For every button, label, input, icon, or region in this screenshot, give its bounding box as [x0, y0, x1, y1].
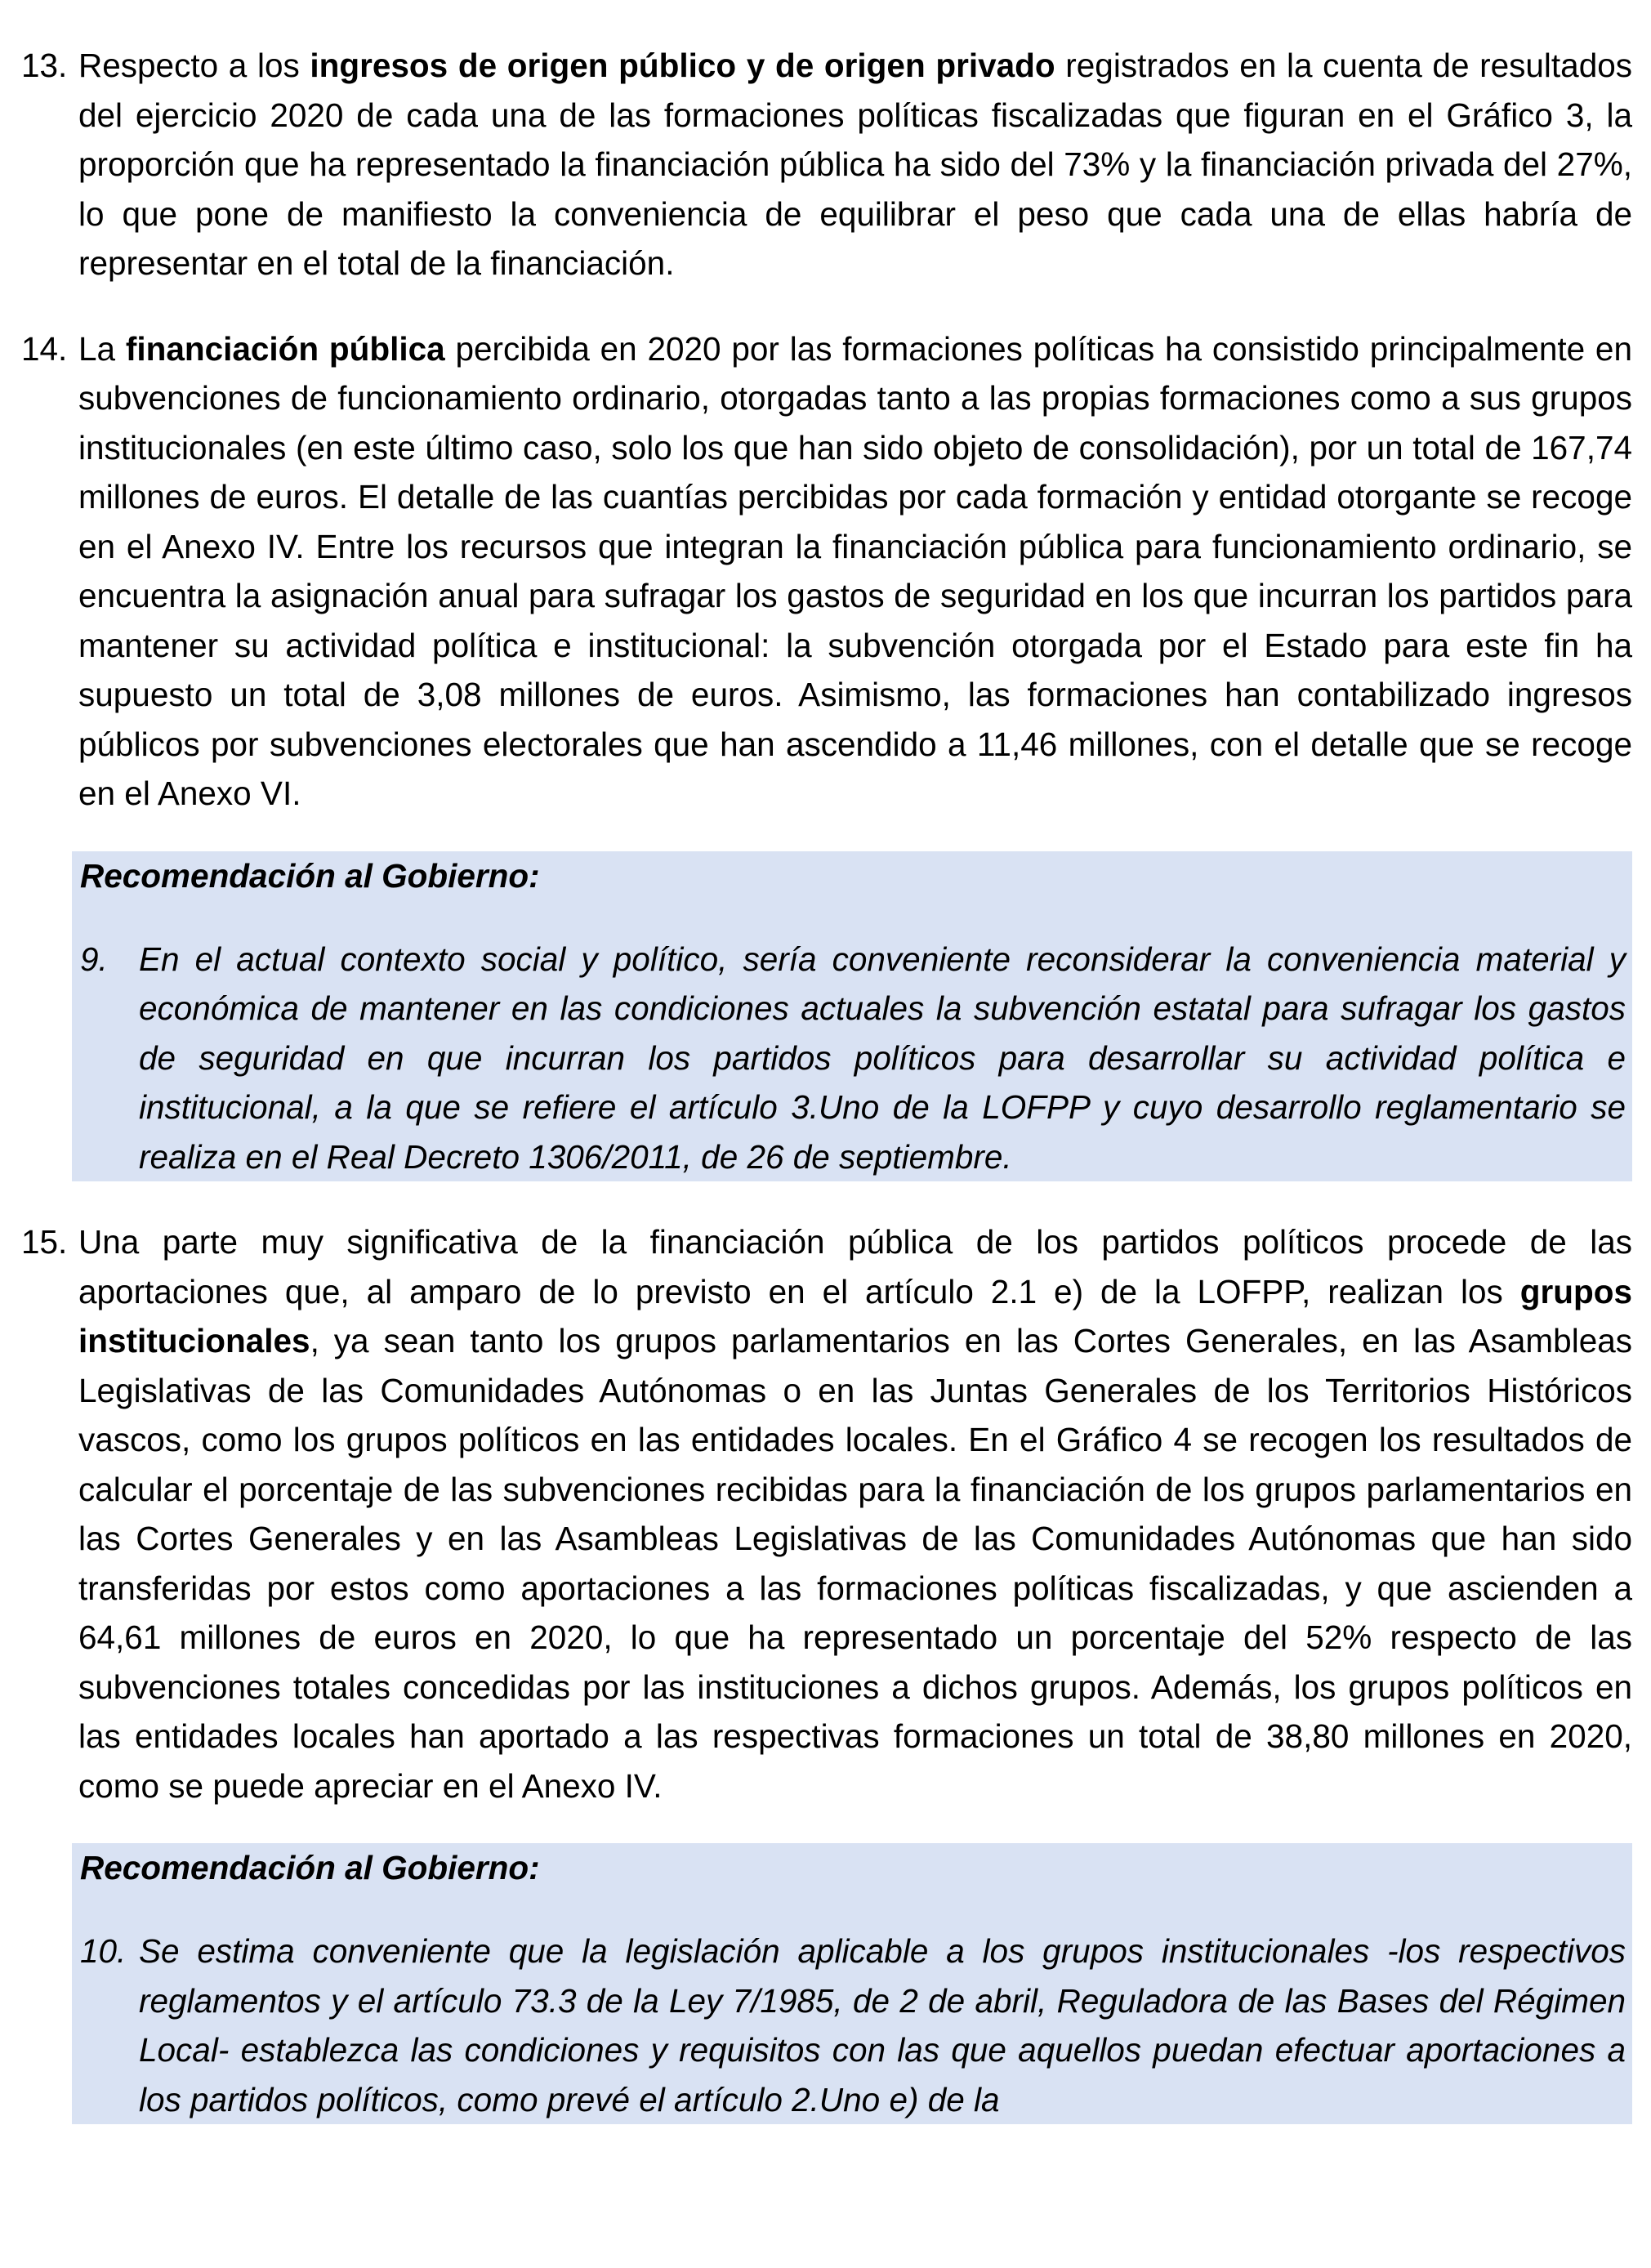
recommendation-text: En el actual contexto social y político, sería conveniente reconsiderar la conveniencia material y económica de mantener en las condiciones actuales la subvención estatal para sufragar los gastos de seguridad en que incurran los partidos políticos para desarrollar su actividad política e institucional, a la que se refiere el artículo 3.Uno de la LOFPP y cuyo desarrollo reglamentario se realiza en el Real Decreto 1306/2011, de 26 de septiembre.: [139, 940, 1626, 1176]
recommendation-box-9: [72, 851, 1632, 1182]
recommendation-text: Se estima conveniente que la legislación aplicable a los grupos institucionales -los respectivos reglamentos y el artículo 73.3 de la Ley 7/1985, de 2 de abril, Reguladora de las Bases del Régimen Local- establezca las condiciones y requisitos con las que aquellos puedan efectuar aportaciones a los partidos políticos, como prevé el artículo 2.Uno e) de la: [139, 1932, 1626, 2118]
paragraph-number: 14.: [21, 329, 68, 368]
recommendation-number: 9.: [80, 940, 108, 978]
recommendation-title: Recomendación al Gobierno:: [80, 1849, 540, 1886]
paragraph-13: [21, 41, 1633, 288]
recommendation-item: [80, 935, 1626, 1182]
recommendation-title: Recomendación al Gobierno:: [80, 856, 540, 895]
recommendation-box-10: [72, 1843, 1632, 2124]
paragraph-14: [21, 324, 1632, 819]
recommendation-number: 10.: [80, 1932, 127, 1970]
recommendation-item: [80, 1926, 1626, 2124]
paragraph-text: La financiación pública percibida en 2020 por las formaciones políticas ha consistido principalmente en subvenciones de funcionamiento ordinario, otorgadas tanto a las propias formaciones como a sus grupos institucionales (en este último caso, solo los que han sido objeto de consolidación), por un total de 167,74 millones de euros. El detalle de las cuantías percibidas por cada formación y entidad otorgante se recoge en el Anexo IV. Entre los recursos que integran la financiación pública para funcionamiento ordinario, se encuentra la asignación anual para sufragar los gastos de seguridad en los que incurran los partidos para mantener su actividad política e institucional: la subvención otorgada por el Estado para este fin ha supuesto un total de 3,08 millones de euros. Asimismo, las formaciones han contabilizado ingresos públicos por subvenciones electorales que han ascendido a 11,46 millones, con el detalle que se recoge en el Anexo VI.: [78, 329, 1632, 812]
paragraph-15: [21, 1217, 1632, 1810]
paragraph-text: Una parte muy significativa de la financiación pública de los partidos políticos procede de las aportaciones que, al amparo de lo previsto en el artículo 2.1 e) de la LOFPP, realizan los grupos institucionales, ya sean tanto los grupos parlamentarios en las Cortes Generales, en las Asambleas Legislativas de las Comunidades Autónomas o en las Juntas Generales de los Territorios Históricos vascos, como los grupos políticos en las entidades locales. En el Gráfico 4 se recogen los resultados de calcular el porcentaje de las subvenciones recibidas para la financiación de los grupos parlamentarios en las Cortes Generales y en las Asambleas Legislativas de las Comunidades Autónomas que han sido transferidas por estos como aportaciones a las formaciones políticas fiscalizadas, y que ascienden a 64,61 millones de euros en 2020, lo que ha representado un porcentaje del 52% respecto de las subvenciones totales concedidas por las instituciones a dichos grupos. Además, los grupos políticos en las entidades locales han aportado a las respectivas formaciones un total de 38,80 millones en 2020, como se puede apreciar en el Anexo IV.: [78, 1223, 1632, 1805]
bold-term: ingresos de origen público y de origen privado: [310, 47, 1055, 84]
paragraph-number: 15.: [21, 1223, 68, 1261]
bold-term: grupos institucionales: [78, 1272, 1632, 1359]
paragraph-number: 13.: [21, 47, 68, 84]
paragraph-text: Respecto a los ingresos de origen público y de origen privado registrados en la cuenta de resultados del ejercicio 2020 de cada una de las formaciones políticas fiscalizadas que figuran en el Gráfico 3, la proporción que ha representado la financiación pública ha sido del 73% y la financiación privada del 27%, lo que pone de manifiesto la conveniencia de equilibrar el peso que cada una de ellas habría de representar en el total de la financiación.: [78, 47, 1633, 282]
bold-term: financiación pública: [125, 329, 445, 368]
